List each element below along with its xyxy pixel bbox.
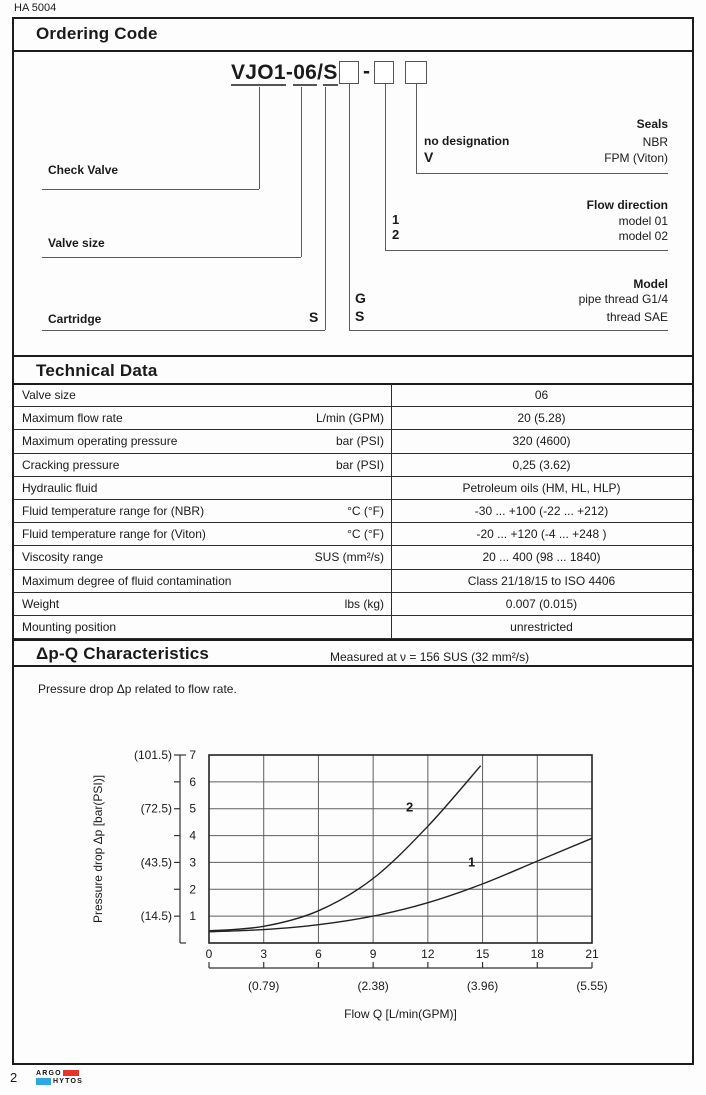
x-tick-gpm-label: (3.96) [466,979,499,993]
param-label: Hydraulic fluid [22,480,98,495]
param-unit-cell [14,527,391,541]
ordering-code-string [231,61,338,85]
table-column-divider [391,384,392,639]
cartridge-code: S [309,309,319,325]
unit-label: bar (PSI) [335,457,384,472]
table-row [14,523,692,546]
plot-border [209,755,592,943]
technical-data-title: Technical Data [36,361,158,380]
seals-rule [416,173,668,174]
cartridge-label: Cartridge [48,312,102,326]
param-label: Fluid temperature range for (Viton) [22,527,206,542]
table-row [14,593,692,616]
valve-size-rule [42,257,301,258]
logo-text-argo: ARGO [36,1069,62,1077]
connector-valve-size [301,87,302,257]
value-cell: 0,25 (3.62) [512,457,571,472]
connector-check-valve [259,87,260,189]
seals-value-fpm: FPM (Viton) [604,151,668,165]
page-number: 2 [10,1070,18,1085]
model-code-g: G [355,290,366,306]
value-cell: unrestricted [510,619,573,634]
unit-label: °C (°F) [347,527,384,542]
y-tick-label: 1 [189,909,196,924]
connector-flow-direction [385,84,386,250]
curve-label-1: 1 [468,854,476,870]
param-unit-cell [14,504,391,518]
measured-at-note: Measured at ν = 156 SUS (32 mm²/s) [330,650,530,664]
y-tick-psi-label: (43.5) [140,855,172,870]
logo-blue-block [36,1078,51,1085]
y-tick-label: 3 [189,855,196,870]
pressure-drop-note: Pressure drop Δp related to flow rate. [38,682,237,696]
value-cell: 20 (5.28) [517,411,566,426]
technical-section-rule [14,355,692,357]
flow-value-model02: model 02 [618,229,668,243]
param-label: Maximum degree of fluid contamination [22,573,232,588]
unit-label: SUS (mm²/s) [314,550,384,565]
param-unit-cell [14,411,391,425]
unit-label: °C (°F) [347,504,384,519]
flow-code-1: 1 [392,212,400,227]
cartridge-rule [42,330,325,331]
param-label: Weight [22,596,60,611]
y-tick-label: 2 [189,882,196,897]
param-unit-cell [14,597,391,611]
seals-value-nbr: NBR [642,135,668,149]
code-seg-series: VJO1 [231,61,286,84]
y-axis-title: Pressure drop Δp [bar(PSI)] [91,774,105,924]
unit-label: lbs (kg) [344,596,384,611]
flow-direction-rule [385,250,668,251]
param-label: Maximum flow rate [22,411,123,426]
x-tick-label: 18 [530,947,544,961]
y-tick-label: 6 [189,774,196,789]
code-box-seals [405,61,427,84]
curve-2 [209,766,481,931]
logo-row-top [36,1069,83,1077]
code-box-flow-direction [374,61,394,84]
y-tick-label: 5 [189,801,196,816]
model-value-g14: pipe thread G1/4 [578,292,668,306]
table-row [14,500,692,523]
unit-label: bar (PSI) [335,434,384,449]
x-tick-label: 9 [369,947,377,961]
value-cell: 0.007 (0.015) [505,596,578,611]
ordering-title-rule [14,50,692,52]
table-row [14,477,692,500]
curve-1 [209,838,592,931]
seals-code-v: V [424,149,434,165]
connector-seals [416,84,417,173]
table-row [14,407,692,430]
value-cell: -30 ... +100 (-22 ... +212) [474,504,609,519]
technical-table [14,384,692,639]
curve-label-2: 2 [406,799,414,815]
y-tick-psi-label: (101.5) [133,748,172,762]
logo-row-bottom [36,1077,83,1085]
ordering-code-title: Ordering Code [36,24,158,43]
code-box-model [339,61,359,84]
param-unit-cell [14,550,391,564]
model-rule [349,330,668,331]
dpq-title: Δp-Q Characteristics [36,644,210,663]
param-label: Maximum operating pressure [22,434,178,449]
table-row [14,384,692,407]
param-unit-cell [14,388,391,402]
param-unit-cell [14,481,391,495]
y-tick-psi-label: (72.5) [140,801,172,816]
x-tick-gpm-label: (2.38) [357,979,389,993]
valve-size-label: Valve size [48,236,105,250]
flow-group-title: Flow direction [586,198,668,212]
x-tick-label: 3 [260,947,268,961]
param-unit-cell [14,458,391,472]
value-cell: 320 (4600) [512,434,571,449]
code-sep-1: - [285,61,294,84]
table-row [14,430,692,453]
table-row [14,454,692,477]
param-label: Viscosity range [22,550,104,565]
code-dash: - [363,60,370,83]
x-axis-title: Flow Q [L/min(GPM)] [344,1007,457,1021]
logo-red-block [63,1070,79,1076]
value-cell: 20 ... 400 (98 ... 1840) [482,550,601,565]
flow-code-2: 2 [392,227,400,242]
x-tick-label: 12 [421,947,435,961]
param-unit-cell [14,574,391,588]
unit-label: L/min (GPM) [315,411,384,426]
table-row [14,616,692,639]
connector-model [349,84,350,330]
dpq-chart-svg [60,740,620,1030]
x-tick-label: 15 [475,947,490,961]
x-tick-gpm-label: (0.79) [248,979,280,993]
param-label: Valve size [22,388,76,403]
code-sep-2: / [317,61,324,84]
check-valve-rule [42,189,259,190]
value-cell: Petroleum oils (HM, HL, HLP) [462,480,621,495]
x-tick-label: 0 [205,947,213,961]
dpq-title-rule [14,665,692,667]
flow-value-model01: model 01 [618,214,668,228]
value-cell: 06 [534,388,549,403]
seals-group-title: Seals [636,117,668,131]
param-label: Mounting position [22,619,117,634]
model-code-s: S [355,308,365,324]
seals-code-none: no designation [424,134,510,148]
code-seg-size: 06 [293,61,318,84]
y-tick-psi-label: (14.5) [140,909,172,924]
y-tick-label: 7 [189,748,196,762]
x-tick-label: 6 [315,947,322,961]
param-unit-cell [14,620,391,634]
y-tick-label: 4 [189,828,196,843]
model-value-sae: thread SAE [606,310,668,324]
x-tick-gpm-label: (5.55) [576,979,608,993]
table-row [14,546,692,569]
value-cell: Class 21/18/15 to ISO 4406 [467,573,616,588]
connector-cartridge [325,87,326,330]
param-unit-cell [14,434,391,448]
x-tick-label: 21 [585,947,599,961]
dpq-section-rule [14,639,692,641]
value-cell: -20 ... +120 (-4 ... +248 ) [476,527,607,542]
model-group-title: Model [633,277,668,291]
table-row [14,570,692,593]
logo-text-hytos: HYTOS [53,1077,83,1085]
argo-hytos-logo [36,1069,83,1085]
doc-code: HA 5004 [14,2,57,14]
param-label: Cracking pressure [22,457,120,472]
check-valve-label: Check Valve [48,163,119,177]
code-seg-cartridge: S [323,61,338,84]
param-label: Fluid temperature range for (NBR) [22,504,205,519]
